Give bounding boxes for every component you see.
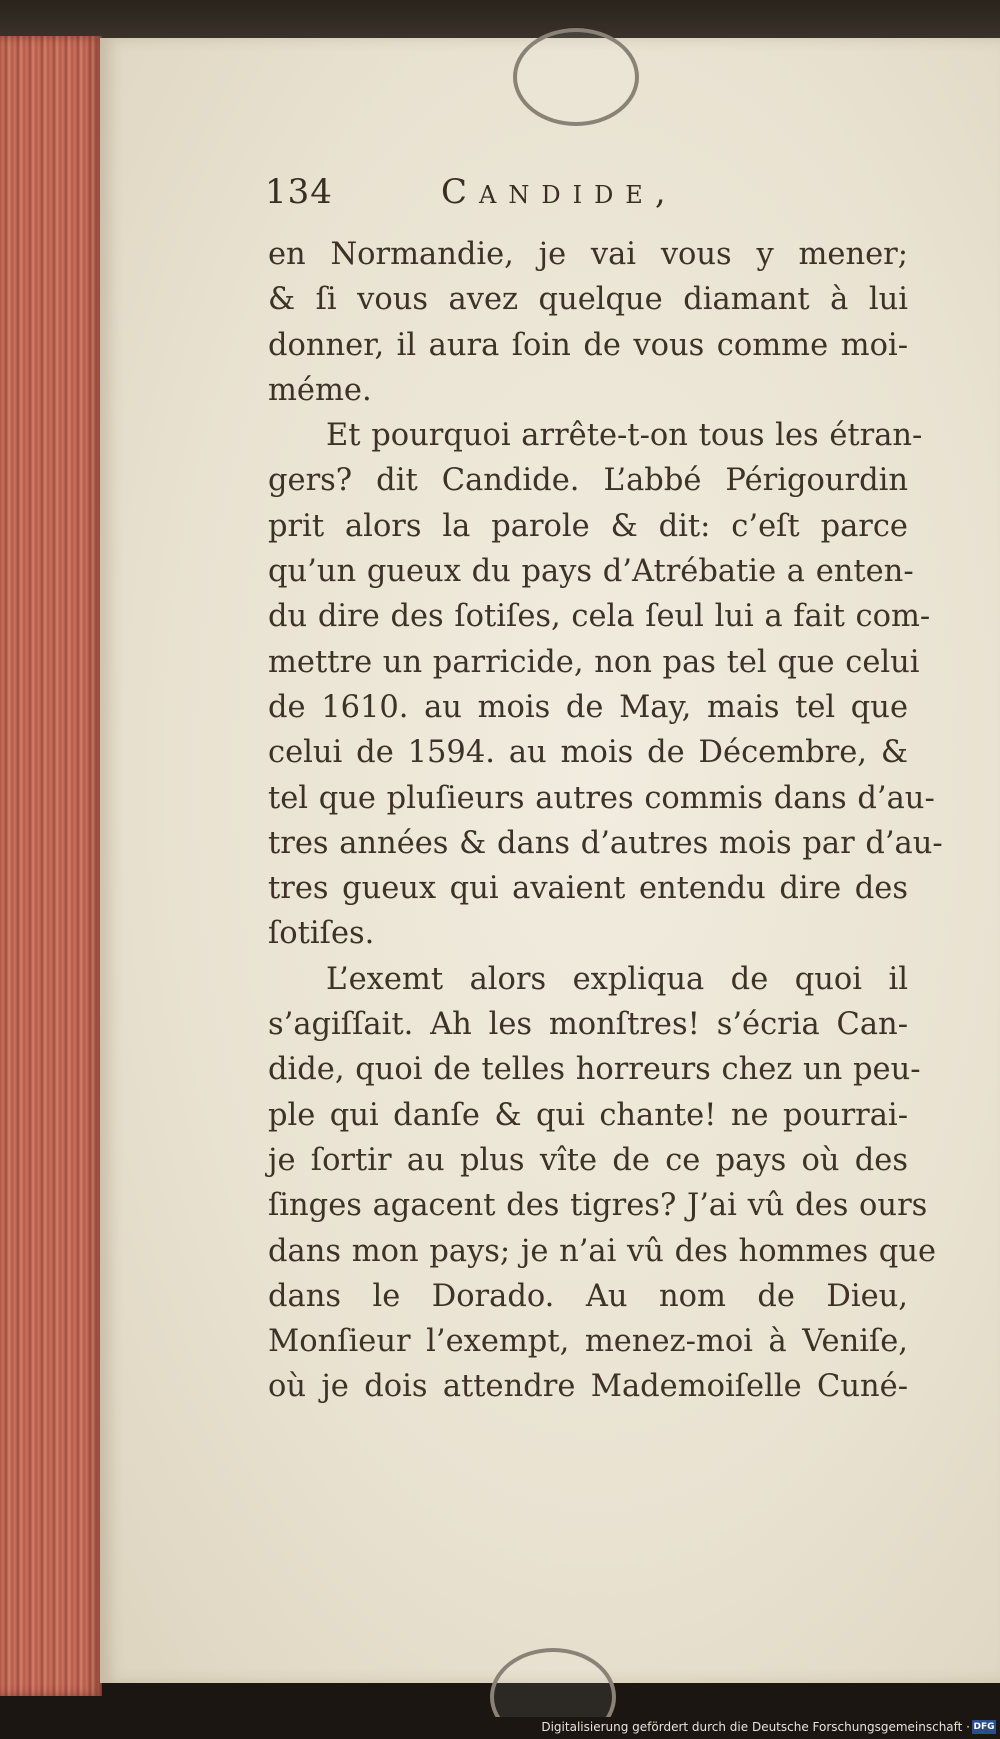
text-line: ple qui danſe & qui chante! ne pourrai- [268, 1097, 908, 1133]
text-line: méme. [268, 372, 372, 408]
page-header [265, 172, 905, 232]
text-line: de 1610. au mois de May, mais tel que [268, 689, 908, 725]
funding-credit: Digitalisierung gefördert durch die Deutsche Forschungsgemeinschaft · [541, 1720, 970, 1734]
text-line: je ſortir au plus vîte de ce pays où des [268, 1142, 908, 1178]
footer-bar [0, 1717, 1000, 1739]
page-clip-top [513, 28, 639, 126]
text-line: qu’un gueux du pays d’Atrébatie a enten- [268, 554, 914, 590]
text-line: tres années & dans d’autres mois par d’au- [268, 825, 943, 861]
body-text [268, 232, 943, 1410]
text-line: s’agiſſait. Ah les monſtres! s’écria Can- [268, 1007, 908, 1043]
text-line: Monſieur l’exempt, menez-moi à Veniſe, [268, 1324, 908, 1360]
text-line: celui de 1594. au mois de Décembre, & [268, 735, 908, 771]
text-line: tel que pluſieurs autres commis dans d’au- [268, 780, 935, 816]
text-line: donner, il aura ſoin de vous comme moi- [268, 327, 908, 363]
running-head: Candide, [441, 172, 678, 212]
text-line: & ſi vous avez quelque diamant à lui [268, 282, 908, 318]
text-line: Et pourquoi arrête-t-on tous les étran- [326, 418, 923, 454]
page-number: 134 [265, 172, 333, 212]
book-top-edge [0, 0, 1000, 40]
dfg-logo: DFG [973, 1722, 995, 1732]
text-line: prit alors la parole & dit: c’eſt parce [268, 508, 908, 544]
text-line: mettre un parricide, non pas tel que celui [268, 644, 920, 680]
text-line: L’exemt alors expliqua de quoi il [326, 961, 908, 997]
text-line: dide, quoi de telles horreurs chez un peu- [268, 1052, 921, 1088]
text-line: dans le Dorado. Au nom de Dieu, [268, 1278, 908, 1314]
text-line: gers? dit Candide. L’abbé Périgourdin [268, 463, 908, 499]
text-line: dans mon pays; je n’ai vû des hommes que [268, 1233, 937, 1269]
text-line: tres gueux qui avaient entendu dire des [268, 871, 908, 907]
text-line: ſotiſes. [268, 916, 375, 952]
page-edges-stack [0, 36, 102, 1696]
text-line: où je dois attendre Mademoiſelle Cuné- [268, 1369, 908, 1405]
text-line: ſinges agacent des tigres? J’ai vû des ours [268, 1188, 928, 1224]
text-line: du dire des ſotiſes, cela ſeul lui a fait com- [268, 599, 931, 635]
text-line: en Normandie, je vai vous y mener; [268, 237, 908, 272]
